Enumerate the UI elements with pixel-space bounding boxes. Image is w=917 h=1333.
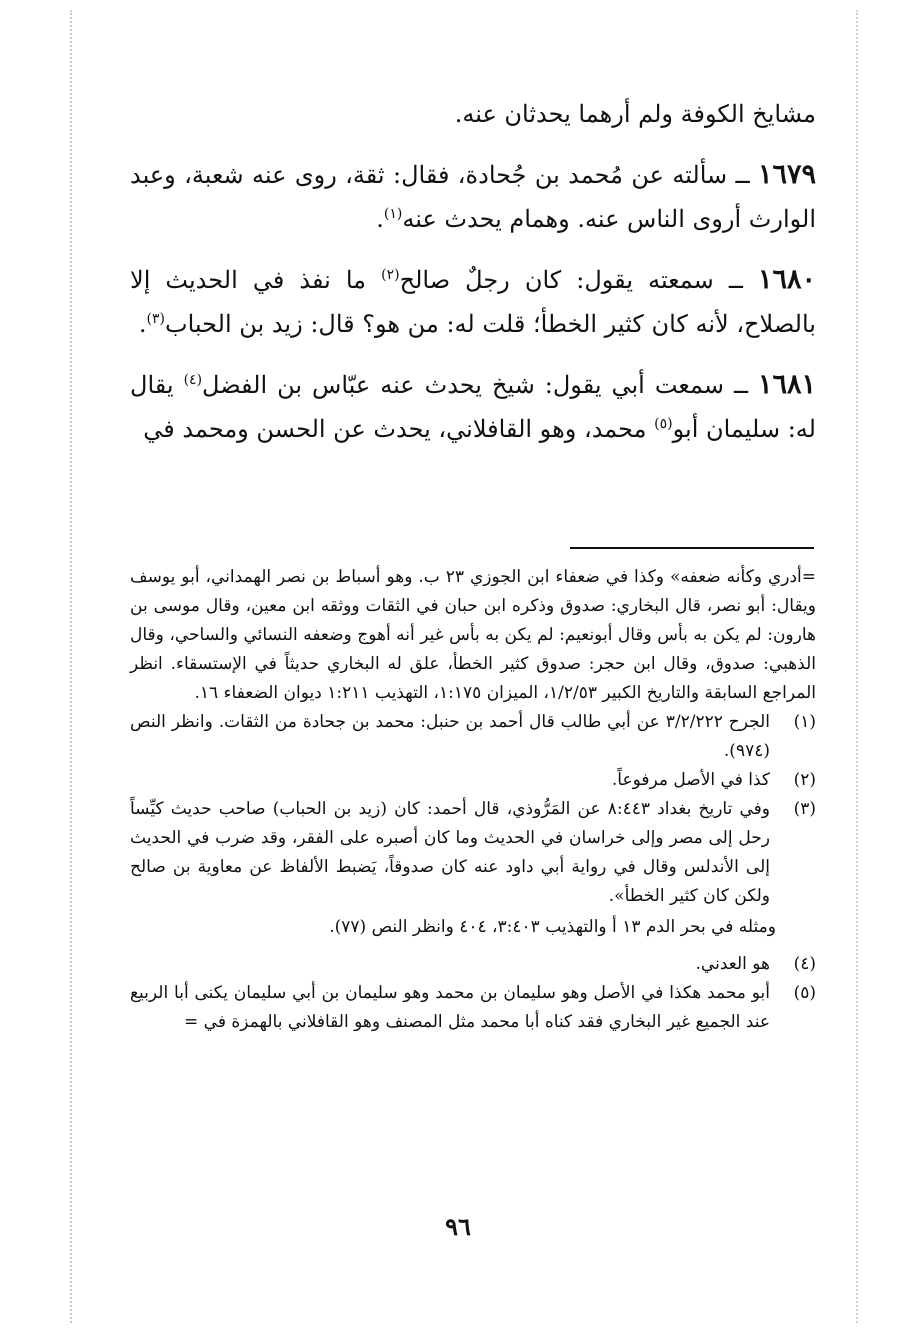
entry-1679 bbox=[130, 153, 816, 241]
footnote-4 bbox=[130, 950, 816, 979]
entry-text: . bbox=[138, 310, 147, 338]
footnote-ref: (٥) bbox=[654, 416, 673, 432]
footnote-separator bbox=[570, 547, 814, 549]
entry-1681 bbox=[130, 363, 816, 451]
footnote-text: الجرح ٣/٢/٢٢٢ عن أبي طالب قال أحمد بن حنبل: محمد بن جحادة من الثقات. وانظر النص (٩٧٤). bbox=[130, 712, 771, 761]
opening-line: مشايخ الكوفة ولم أرهما يحدثان عنه. bbox=[454, 100, 816, 128]
footnote-ref: (٢) bbox=[381, 267, 400, 283]
entry-text: . bbox=[376, 205, 384, 233]
scan-margin-dots-left bbox=[70, 10, 72, 1323]
footnote-2 bbox=[130, 766, 816, 795]
main-text bbox=[130, 92, 816, 468]
footnote-ref: (٤) bbox=[183, 372, 203, 388]
footnotes bbox=[130, 563, 816, 1037]
entry-text: ــ سألته عن مُحمد بن جُحادة، فقال: ثقة، روى عنه شعبة، وعبد الوارث أروى الناس عنه. وهمام يحدث عنه bbox=[130, 161, 816, 233]
entry-text: يقال له: سليمان أبو bbox=[130, 371, 816, 443]
entry-text: ما نفذ في الحديث إلا بالصلاح، لأنه كان كثير الخطأ؛ قلت له: من هو؟ قال: زيد بن الحباب bbox=[130, 266, 816, 338]
entry-number: ١٦٧٩ bbox=[757, 159, 816, 190]
footnote-3 bbox=[130, 795, 816, 911]
footnote-ref: (٣) bbox=[146, 311, 165, 327]
footnote-text: أبو محمد هكذا في الأصل وهو سليمان بن محمد وهو سليمان بن أبي سليمان يكنى أبا الربيع عند الجميع غير البخاري فقد كناه أبا محمد مثل المصنف وهو القافلاني بالهمزة في = bbox=[130, 983, 770, 1032]
footnote-mark: (٥) bbox=[793, 983, 816, 1003]
entry-text: ــ سمعت أبي يقول: شيخ يحدث عنه عبّاس بن الفضل bbox=[202, 371, 749, 399]
footnote-ref: (١) bbox=[383, 206, 403, 222]
footnote-mark: (٢) bbox=[793, 770, 816, 790]
footnote-5 bbox=[130, 979, 816, 1037]
footnote-1 bbox=[130, 708, 816, 766]
entry-number: ١٦٨٠ bbox=[757, 264, 816, 295]
footnote-continuation: =أدري وكأنه ضعفه» وكذا في ضعفاء ابن الجوزي ٢٣ ب. وهو أسباط بن نصر الهمداني، أبو يوسف ويقال: أبو نصر، قال البخاري: صدوق وذكره ابن حبان في الثقات ووثقه ابن معين، وقال موسى بن هارون: لم يكن به بأس وقال أبونعيم: لم يكن به بأس غير أنه أهوج وضعفه النسائي والساحي، وقال الذهبي: صدوق، وقال ابن حجر: صدوق كثير الخطأ، علق له البخاري حديثاً في الإستسقاء. انظر المراجع السابقة والتاريخ الكبير ١/٢/٥٣، الميزان ١:١٧٥، التهذيب ١:٢١١ ديوان الضعفاء ١٦. bbox=[130, 567, 817, 703]
footnote-text: هو العدني. bbox=[695, 954, 770, 974]
scan-margin-dots-right bbox=[856, 10, 858, 1323]
page-number: ٩٦ bbox=[445, 1212, 471, 1241]
entry-1680 bbox=[130, 258, 816, 346]
entry-text: ــ سمعته يقول: كان رجلٌ صالح bbox=[399, 266, 743, 294]
footnote-mark: (٤) bbox=[793, 954, 816, 974]
footnote-text: وفي تاريخ بغداد ٨:٤٤٣ عن المَرُّوذي، قال أحمد: كان (زيد بن الحباب) صاحب حديث كيِّساً رحل إلى مصر وإلى خراسان في الحديث وما كان أصبره على الفقر، وقد ضرب في الحديث إلى الأندلس وقال في رواية أبي داود عنه كان صدوقاً، يَضبط الألفاظ عن معاوية بن صالح ولكن كان كثير الخطأ». bbox=[130, 799, 770, 906]
footnote-3-addendum: ومثله في بحر الدم ١٣ أ والتهذيب ٣:٤٠٣، ٤٠٤ وانظر النص (٧٧). bbox=[329, 917, 776, 937]
entry-text: محمد، وهو القافلاني، يحدث عن الحسن ومحمد في bbox=[143, 415, 655, 443]
footnote-mark: (٣) bbox=[793, 799, 816, 819]
footnote-mark: (١) bbox=[793, 712, 816, 732]
entry-number: ١٦٨١ bbox=[758, 369, 817, 400]
footnote-text: كذا في الأصل مرفوعاً. bbox=[611, 770, 770, 790]
